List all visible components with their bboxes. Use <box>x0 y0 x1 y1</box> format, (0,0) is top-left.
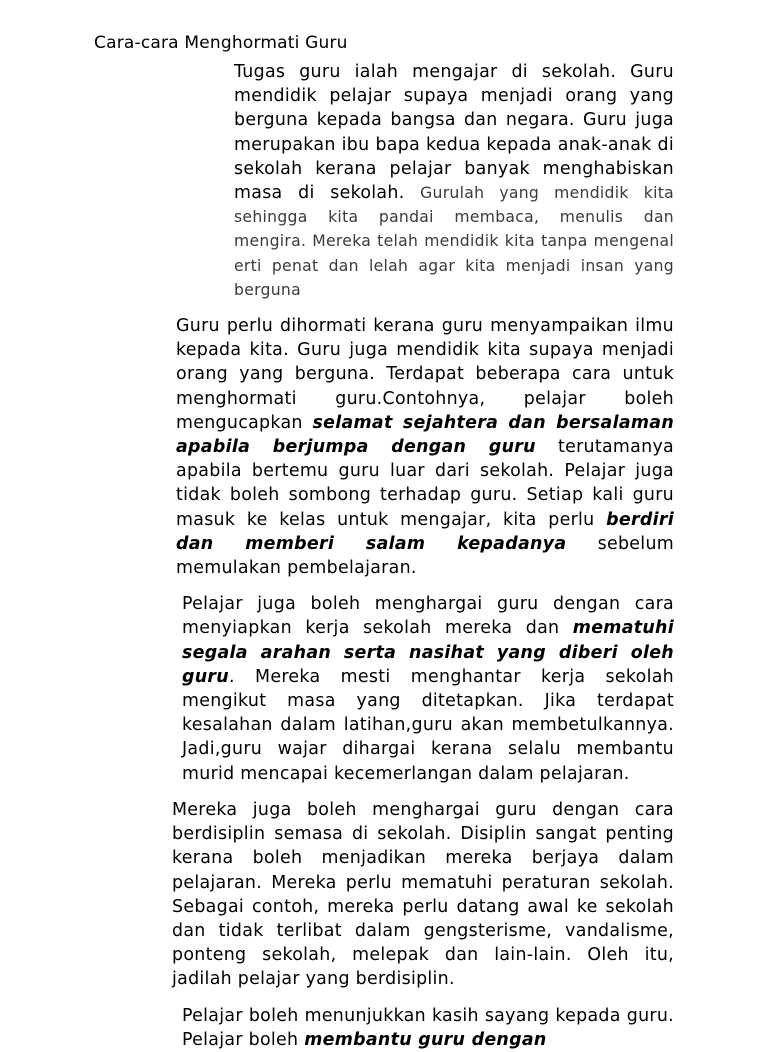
paragraph-2-text-2: terutamanya apabila bertemu guru luar dari sekolah. Pelajar juga tidak boleh sombong terhadap guru. Setiap kali guru masuk ke kelas untuk mengajar, kita perlu <box>176 437 675 530</box>
paragraph-4-text-1: Mereka juga boleh menghargai guru dengan cara berdisiplin semasa di sekolah. Disiplin sangat penting kerana boleh menjadikan mereka berjaya dalam pelajaran. Mereka perlu mematuhi peraturan sekolah. Sebagai contoh, mereka perlu datang awal ke sekolah dan tidak terlibat dalam gengsterisme, vandalisme, ponteng sekolah, melepak dan lain-lain. Oleh itu, jadilah pelajar yang berdisiplin. <box>172 799 674 990</box>
paragraph-5-emphasis-1: membantu guru dengan <box>304 1029 547 1050</box>
paragraph-5 <box>94 1004 674 1052</box>
paragraph-3 <box>94 592 674 786</box>
paragraph-3-emphasis-1: mematuhi segala arahan serta nasihat yang diberi oleh guru <box>182 618 675 687</box>
paragraph-2 <box>94 314 674 580</box>
document-title: Cara-cara Menghormati Guru <box>94 33 348 53</box>
paragraph-2-emphasis-2: berdiri dan memberi salam kepadanya <box>176 509 675 554</box>
paragraph-4 <box>94 798 674 992</box>
paragraph-2-text-1: Guru perlu dihormati kerana guru menyampaikan ilmu kepada kita. Guru juga mendidik kita supaya menjadi orang yang berguna. Terdapat beberapa cara untuk menghormati guru.Contohnya, pelajar boleh mengucapkan <box>176 316 674 433</box>
paragraph-2-text-3: sebelum memulakan pembelajaran. <box>176 533 675 579</box>
paragraph-1-text: Tugas guru ialah mengajar di sekolah. Guru mendidik pelajar supaya menjadi orang yang berguna kepada bangsa dan negara. Guru juga merupakan ibu bapa kedua kepada anak-anak di sekolah kerana pelajar banyak menghabiskan masa di sekolah. <box>234 62 674 204</box>
paragraph-1 <box>94 60 674 302</box>
paragraph-2-emphasis-1: selamat sejahtera dan bersalaman apabila berjumpa dengan guru <box>176 412 674 458</box>
paragraph-1-quote: Gurulah yang mendidik kita sehingga kita pandai membaca, menulis dan mengira. Mereka telah mendidik kita tanpa mengenal erti penat dan lelah agar kita menjadi insan yang berguna <box>234 184 674 299</box>
paragraph-3-text-1: Pelajar juga boleh menghargai guru dengan cara menyiapkan kerja sekolah mereka dan <box>182 594 674 639</box>
paragraph-3-text-2: . Mereka mesti menghantar kerja sekolah mengikut masa yang ditetapkan. Jika terdapat kesalahan dalam latihan,guru akan membetulkannya. Jadi,guru wajar dihargai kerana selalu membantu murid mencapai kecemerlangan dalam pelajaran. <box>182 666 674 784</box>
paragraph-5-text-1: Pelajar boleh menunjukkan kasih sayang kepada guru. Pelajar boleh <box>182 1005 674 1050</box>
